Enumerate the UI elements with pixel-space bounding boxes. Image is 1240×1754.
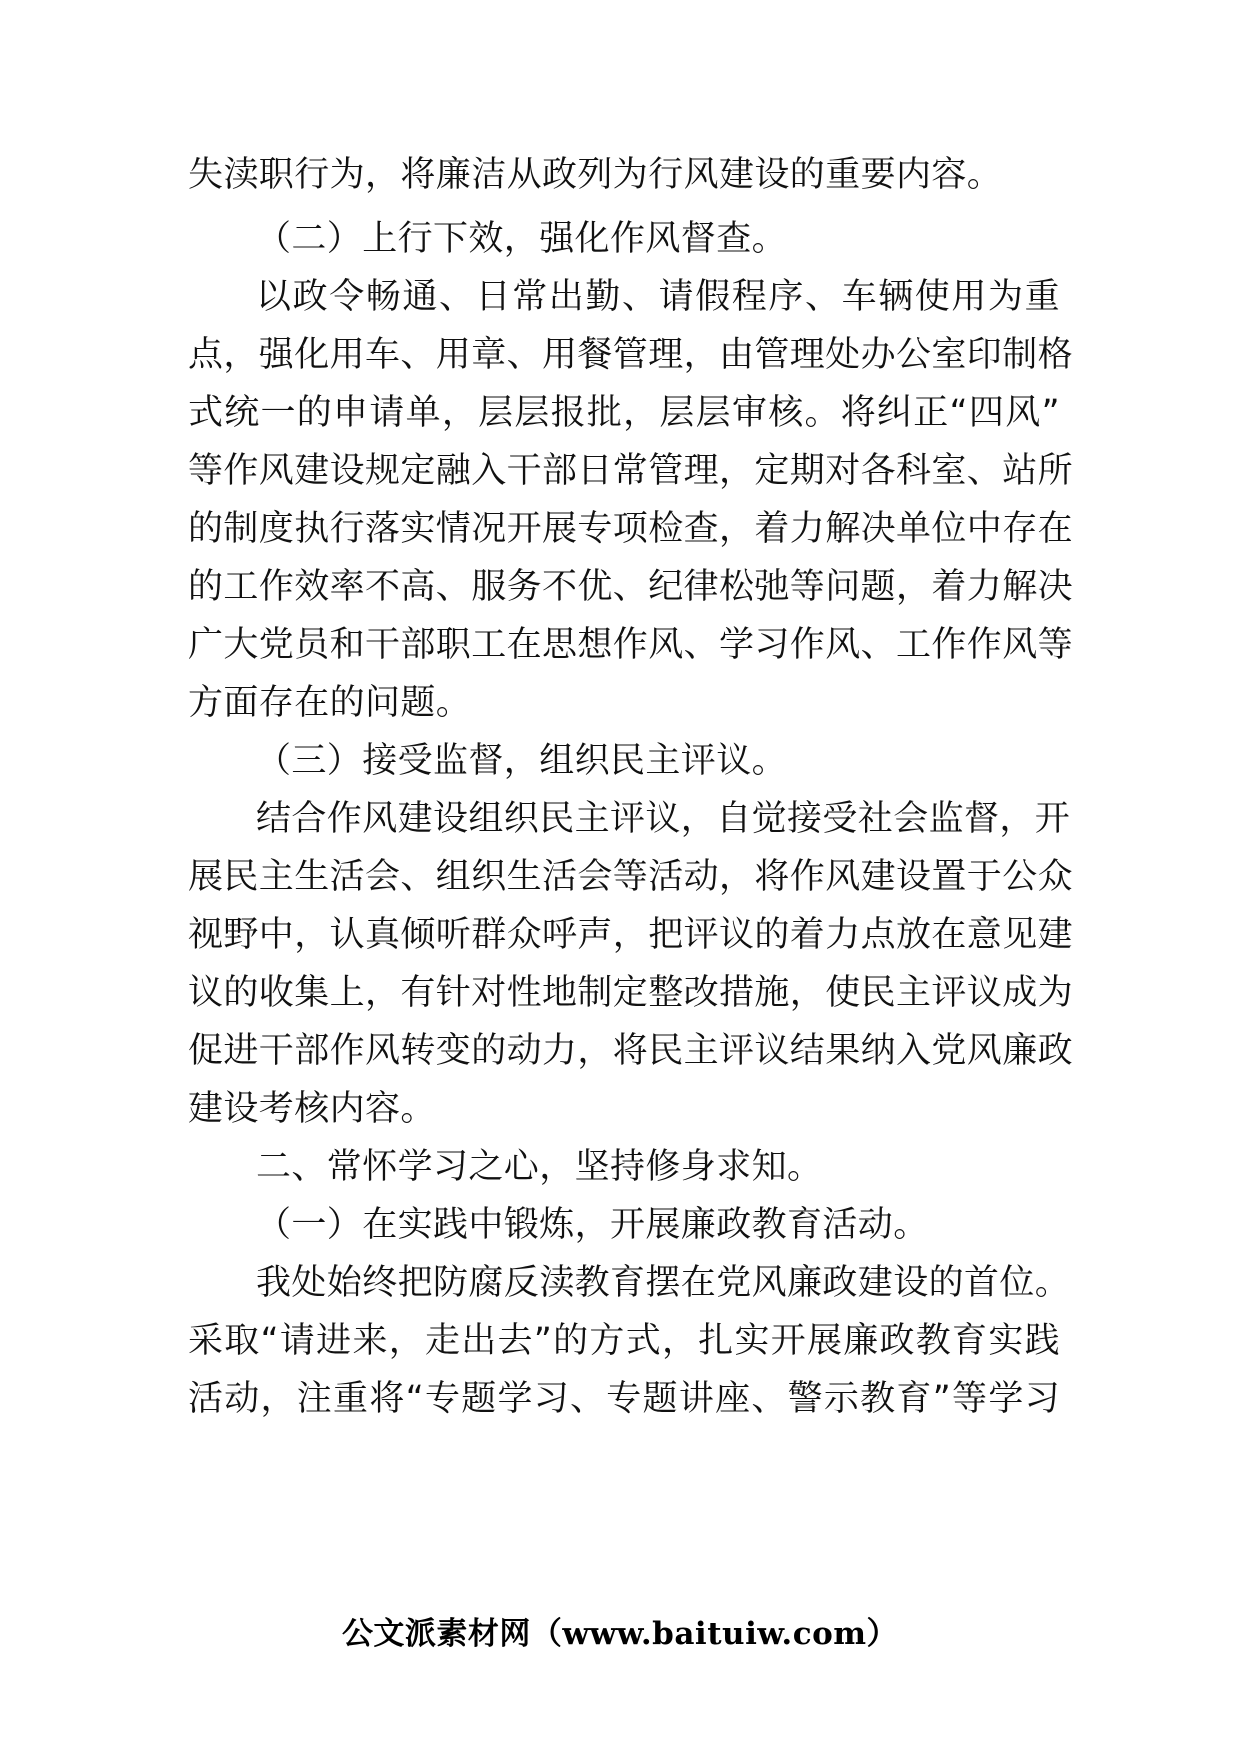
- text-line-22: 活动，注重将“专题学习、专题讲座、警示教育”等学习: [188, 1379, 1060, 1419]
- text-line-16: 促进干部作风转变的动力，将民主评议结果纳入党风廉政: [188, 1031, 1074, 1071]
- text-line-21: 采取“请进来，走出去”的方式，扎实开展廉政教育实践: [188, 1321, 1060, 1361]
- text-line-7: 的制度执行落实情况开展专项检查，着力解决单位中存在: [188, 509, 1074, 549]
- footer-watermark-text: 公文派素材网（www.baituiw.com）: [341, 1616, 899, 1652]
- text-line-15: 议的收集上，有针对性地制定整改措施，使民主评议成为: [188, 973, 1074, 1013]
- text-line-9: 广大党员和干部职工在思想作风、学习作风、工作作风等: [188, 625, 1074, 665]
- text-line-5: 式统一的申请单，层层报批，层层审核。将纠正“四风”: [188, 393, 1060, 433]
- text-line-1: 失渎职行为，将廉洁从政列为行风建设的重要内容。: [188, 155, 1003, 195]
- text-line-14: 视野中，认真倾听群众呼声，把评议的着力点放在意见建: [188, 915, 1074, 955]
- text-line-8: 的工作效率不高、服务不优、纪律松弛等问题，着力解决: [188, 567, 1074, 607]
- text-line-10: 方面存在的问题。: [188, 683, 472, 723]
- text-line-4: 点，强化用车、用章、用餐管理，由管理处办公室印制格: [188, 335, 1074, 375]
- section-heading-2: （二）上行下效，强化作风督查。: [256, 219, 788, 259]
- text-line-3: 以政令畅通、日常出勤、请假程序、车辆使用为重: [256, 277, 1060, 317]
- text-line-13: 展民主生活会、组织生活会等活动，将作风建设置于公众: [188, 857, 1074, 897]
- text-line-12: 结合作风建设组织民主评议，自觉接受社会监督，开: [256, 799, 1071, 839]
- section-heading-3: （三）接受监督，组织民主评议。: [256, 741, 788, 781]
- chapter-heading-2: 二、常怀学习之心，坚持修身求知。: [256, 1147, 823, 1187]
- text-line-20: 我处始终把防腐反渎教育摆在党风廉政建设的首位。: [256, 1263, 1071, 1303]
- section-heading-2-1: （一）在实践中锻炼，开展廉政教育活动。: [256, 1205, 929, 1245]
- text-line-17: 建设考核内容。: [188, 1089, 436, 1129]
- text-line-6: 等作风建设规定融入干部日常管理，定期对各科室、站所: [188, 451, 1074, 491]
